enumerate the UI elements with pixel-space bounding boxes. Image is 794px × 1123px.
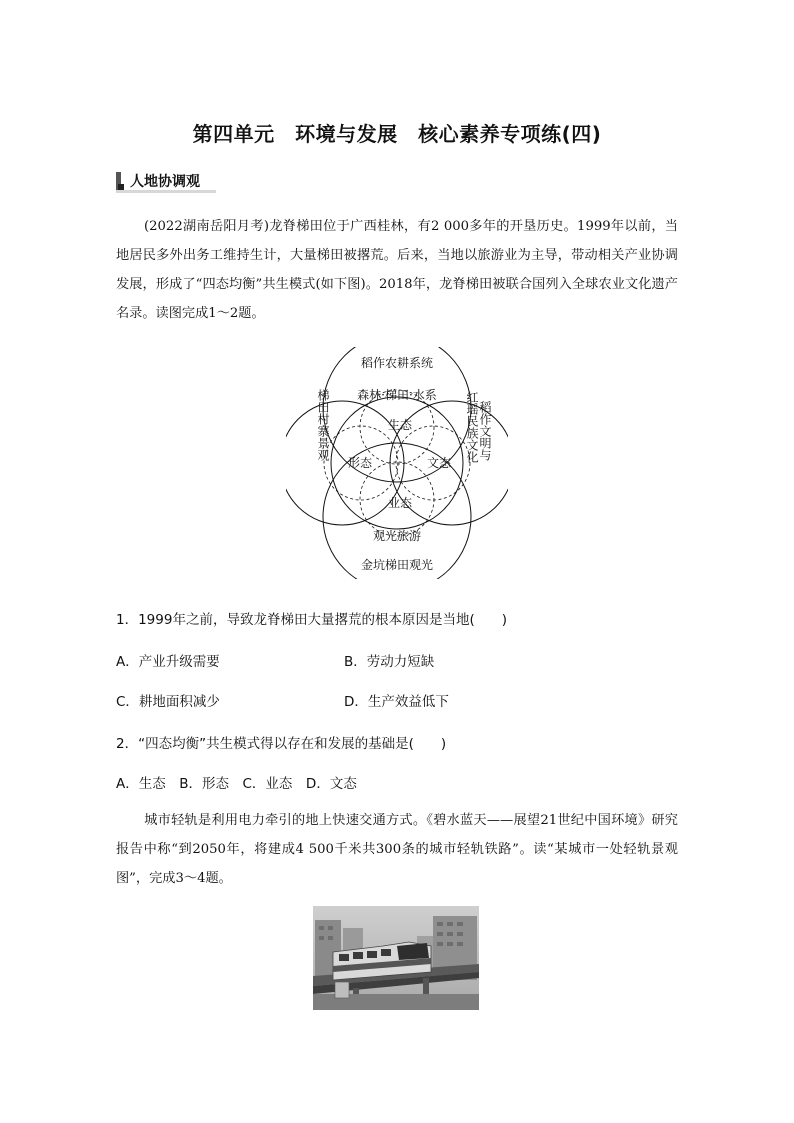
label-center-bottom: 业态 (387, 496, 413, 510)
section-heading (116, 170, 200, 192)
passage-2 (116, 806, 678, 893)
label-outer-top: 稻作农耕系统 (360, 356, 434, 370)
section-marker-icon (116, 172, 124, 190)
q1-option-d: D．生产效益低下 (344, 694, 449, 710)
label-outer-right-a: 红瑶民族文化 (465, 391, 479, 463)
question-2-stem: 2．“四态均衡”共生模式得以存在和发展的基础是( ) (116, 736, 447, 752)
passage-2-text: 城市轻轨是利用电力牵引的地上快速交通方式。《碧水蓝天——展望21世纪中国环境》研究报告中称“到2050年，将建成4 500千米共300条的城市轻轨铁路”。读“某城市一处轻轨景观图”，完成3～4题。 (116, 813, 678, 886)
question-1-stem: 1．1999年之前，导致龙脊梯田大量撂荒的根本原因是当地( ) (116, 612, 507, 628)
left-outer-circle (286, 401, 404, 525)
q1-option-c: C．耕地面积减少 (116, 694, 220, 710)
label-outer-left: 梯田村寨景观 (316, 389, 330, 461)
section-label: 人地协调观 (130, 174, 200, 190)
four-state-diagram (286, 347, 508, 579)
passage-1-text: (2022湖南岳阳月考)龙脊梯田位于广西桂林，有2 000多年的开垦历史。1999年以前，当地居民多外出务工维持生计，大量梯田被撂荒。后来，当地以旅游业为主导，带动相关产业协调发展，形成了“四态均衡”共生模式(如下图)。2018年，龙脊梯田被联合国列入全球农业文化遗产名录。读图完成1～2题。 (116, 219, 678, 321)
passage-1 (116, 212, 678, 328)
q1-option-a: A．产业升级需要 (116, 654, 220, 670)
label-center-left: 形态 (347, 456, 373, 470)
page-title: 第四单元 环境与发展 核心素养专项练(四) (192, 122, 602, 146)
label-inner-top: 森林·梯田·水系 (357, 388, 437, 402)
section-underline (116, 190, 216, 193)
label-outer-right-b: 稻作文明与 (478, 401, 492, 461)
light-rail-photo (313, 906, 479, 1010)
q1-option-b: B．劳动力短缺 (344, 654, 435, 670)
label-center-right: 文态 (426, 456, 452, 470)
label-inner-bottom: 观光旅游 (372, 529, 422, 543)
q2-options: A．生态 B．形态 C．业态 D．文态 (116, 776, 357, 792)
label-center-top: 生态 (387, 418, 413, 432)
label-outer-bottom: 金坑梯田观光 (360, 558, 434, 572)
